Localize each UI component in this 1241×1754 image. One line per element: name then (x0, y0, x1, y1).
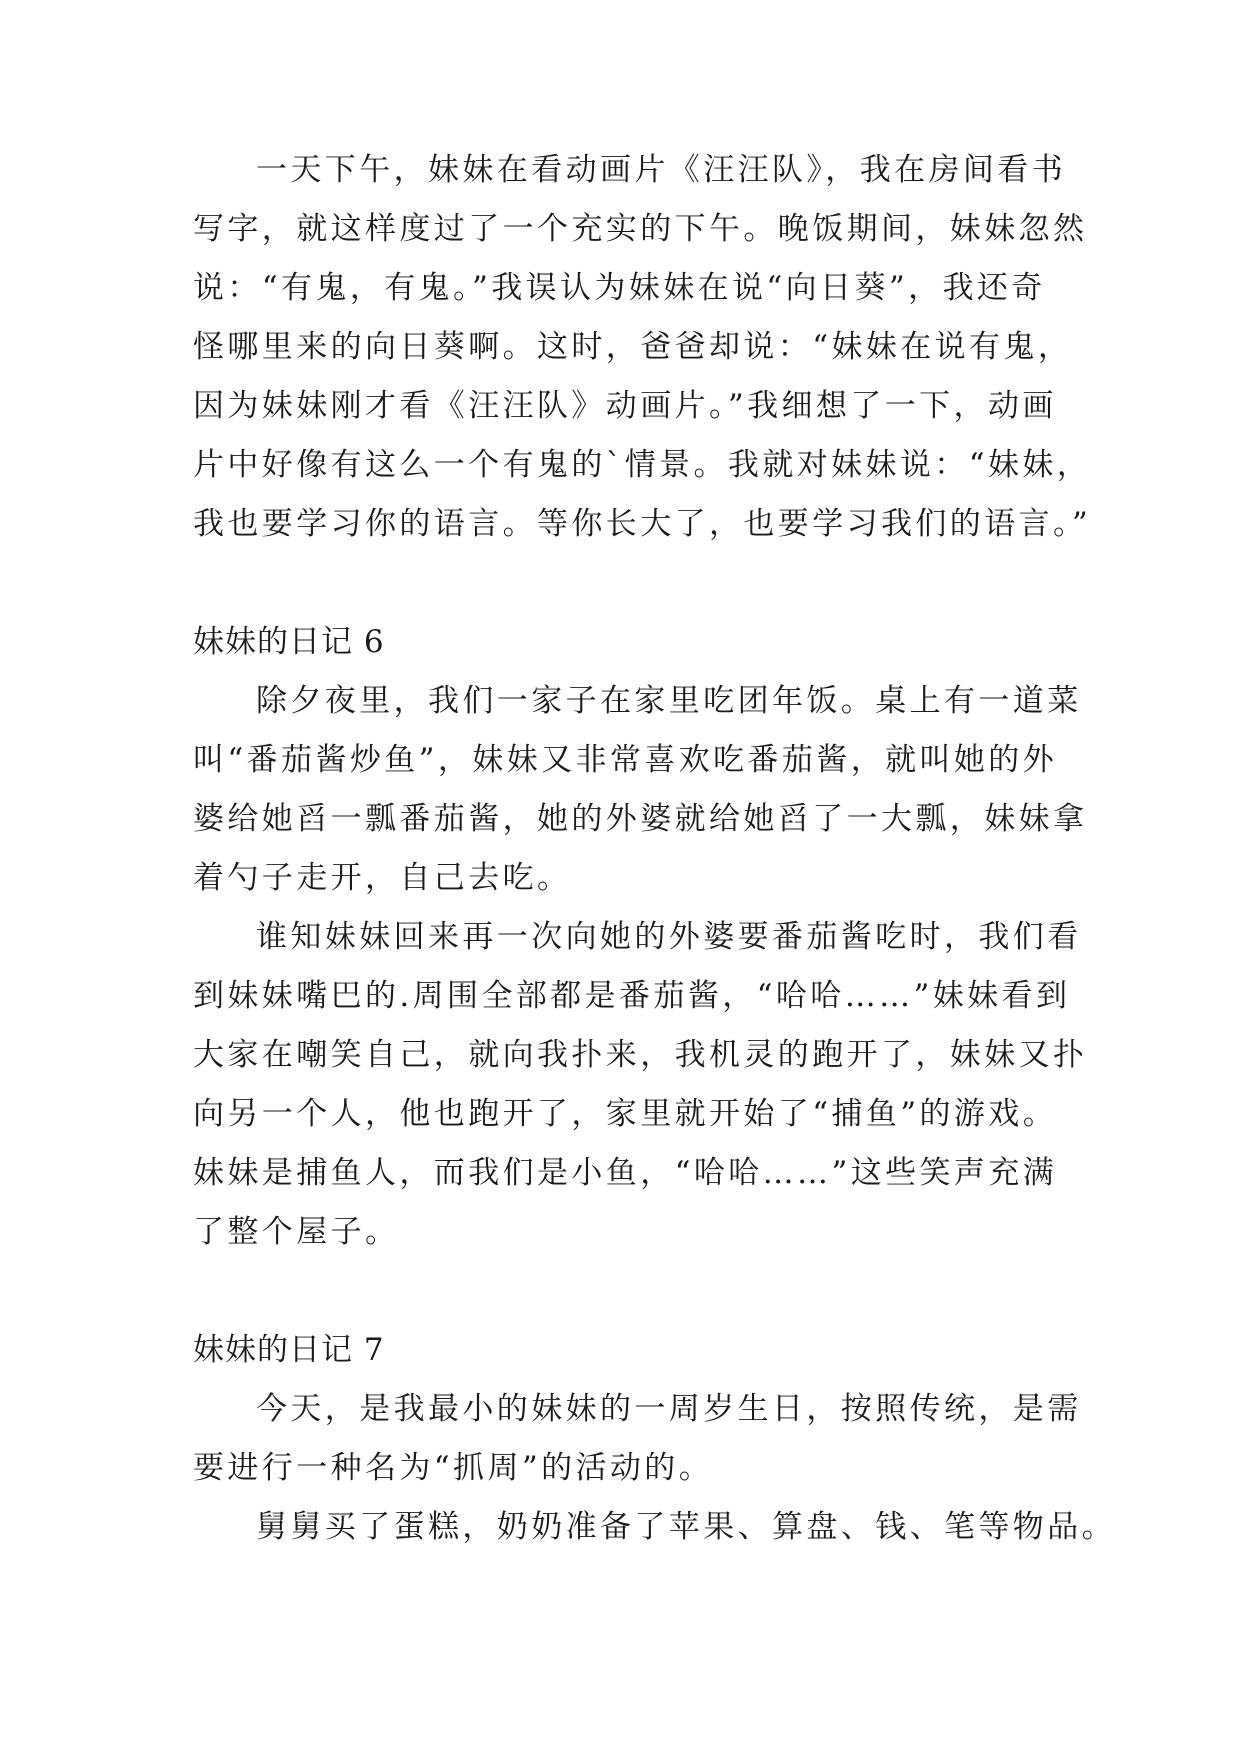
paragraph-line: 大家在嘲笑自己，就向我扑来，我机灵的跑开了，妹妹又扑 (193, 1037, 1088, 1073)
paragraph-line: 我也要学习你的语言。等你长大了，也要学习我们的语言。” (193, 506, 1092, 542)
paragraph-line: 妹妹是捕鱼人，而我们是小鱼，“哈哈……”这些笑声充满 (193, 1155, 1058, 1191)
paragraph-line: 因为妹妹刚才看《汪汪队》动画片。”我细想了一下，动画 (193, 388, 1057, 424)
paragraph-line: 向另一个人，他也跑开了，家里就开始了“捕鱼”的游戏。 (193, 1096, 1058, 1132)
paragraph-line: 今天，是我最小的妹妹的一周岁生日，按照传统，是需 (256, 1391, 1082, 1427)
section-heading: 妹妹的日记 7 (193, 1332, 385, 1368)
paragraph-line: 一天下午，妹妹在看动画片《汪汪队》，我在房间看书 (256, 152, 1067, 188)
paragraph-line: 怪哪里来的向日葵啊。这时，爸爸却说：“妹妹在说有鬼， (193, 329, 1073, 365)
paragraph-line: 舅舅买了蛋糕，奶奶准备了苹果、算盘、钱、笔等物品。 (256, 1509, 1116, 1545)
paragraph-line: 婆给她舀一瓢番茄酱，她的外婆就给她舀了一大瓢，妹妹拿 (193, 801, 1088, 837)
paragraph-line: 要进行一种名为“抓周”的活动的。 (193, 1450, 714, 1486)
paragraph-line: 写字，就这样度过了一个充实的下午。晚饭期间，妹妹忽然 (193, 211, 1088, 247)
paragraph-line: 到妹妹嘴巴的.周围全部都是番茄酱，“哈哈……”妹妹看到 (193, 978, 1071, 1014)
paragraph-line: 叫“番茄酱炒鱼”，妹妹又非常喜欢吃番茄酱，就叫她的外 (193, 742, 1058, 778)
paragraph-line: 谁知妹妹回来再一次向她的外婆要番茄酱吃时，我们看 (256, 919, 1082, 955)
paragraph-line: 片中好像有这么一个有鬼的`情景。我就对妹妹说：“妹妹， (193, 447, 1092, 483)
paragraph-line: 除夕夜里，我们一家子在家里吃团年饭。桌上有一道菜 (256, 683, 1082, 719)
section-heading: 妹妹的日记 6 (193, 624, 385, 660)
paragraph-line: 着勺子走开，自己去吃。 (193, 860, 572, 896)
paragraph-line: 了整个屋子。 (193, 1214, 400, 1250)
paragraph-line: 说：“有鬼，有鬼。”我误认为妹妹在说“向日葵”，我还奇 (193, 270, 1046, 306)
